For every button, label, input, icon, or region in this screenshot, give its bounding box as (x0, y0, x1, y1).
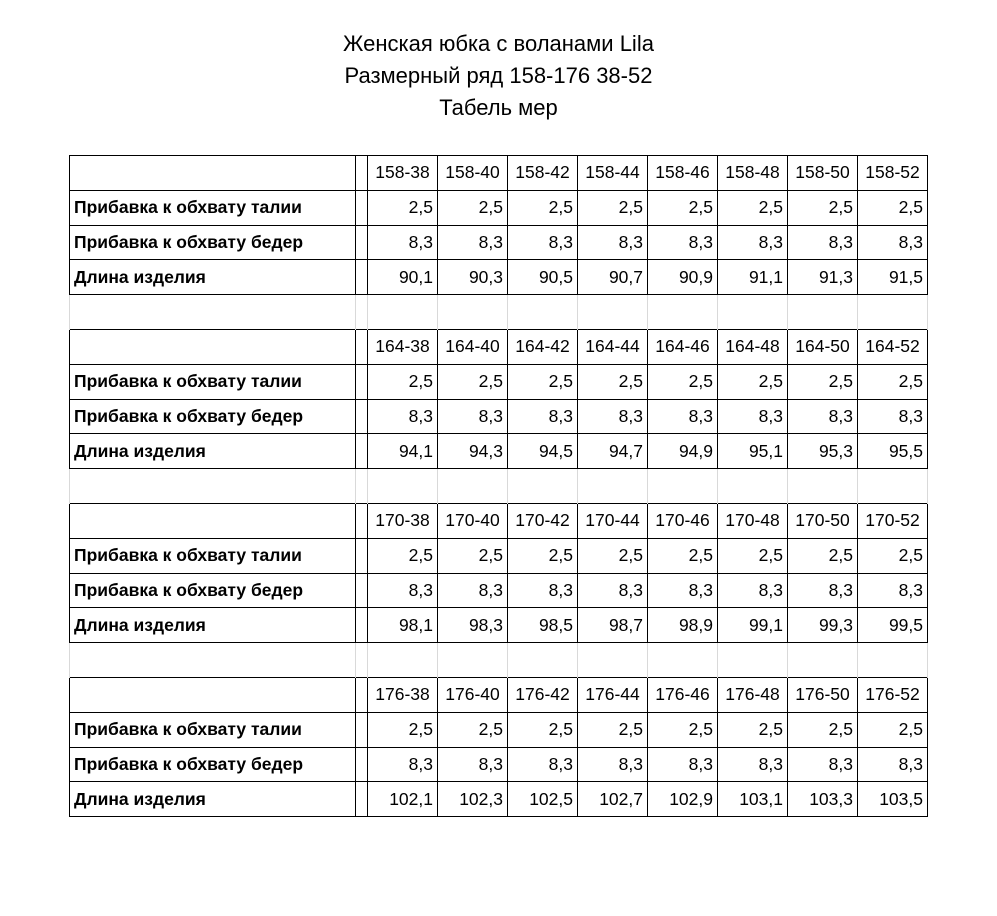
measurement-value: 2,5 (788, 538, 858, 573)
header-label-cell (70, 329, 356, 364)
measurement-value: 98,7 (578, 608, 648, 643)
measurement-value: 90,5 (508, 260, 578, 295)
separator-cell (356, 434, 368, 469)
empty-cell (438, 643, 508, 678)
measurement-value: 2,5 (508, 190, 578, 225)
measurement-value: 2,5 (368, 364, 438, 399)
measurement-value: 8,3 (578, 399, 648, 434)
measurement-value: 8,3 (788, 399, 858, 434)
empty-cell (356, 295, 368, 330)
measurement-value: 2,5 (438, 190, 508, 225)
size-header-cell: 158-40 (438, 156, 508, 191)
measurement-value: 2,5 (368, 538, 438, 573)
separator-cell (356, 573, 368, 608)
empty-cell (788, 295, 858, 330)
measurement-value: 91,3 (788, 260, 858, 295)
measurement-value: 103,3 (788, 782, 858, 817)
measurement-value: 2,5 (858, 190, 928, 225)
measurement-row (70, 573, 928, 608)
size-header-row (70, 329, 928, 364)
empty-cell (788, 469, 858, 504)
size-header-cell: 164-46 (648, 329, 718, 364)
measurement-label: Прибавка к обхвату бедер (70, 399, 356, 434)
spacer-row (70, 295, 928, 330)
measurement-label: Прибавка к обхвату бедер (70, 573, 356, 608)
measurement-value: 102,7 (578, 782, 648, 817)
measurement-value: 8,3 (438, 399, 508, 434)
empty-cell (858, 469, 928, 504)
measurement-value: 91,5 (858, 260, 928, 295)
measurement-value: 2,5 (648, 538, 718, 573)
measurement-value: 98,1 (368, 608, 438, 643)
size-header-cell: 164-38 (368, 329, 438, 364)
size-header-cell: 170-52 (858, 503, 928, 538)
measurement-value: 8,3 (578, 747, 648, 782)
measurement-value: 94,3 (438, 434, 508, 469)
empty-cell (858, 295, 928, 330)
title-product: Женская юбка с воланами Lila (343, 31, 654, 56)
size-header-cell: 164-52 (858, 329, 928, 364)
empty-cell (718, 469, 788, 504)
measurement-value: 8,3 (508, 399, 578, 434)
measurement-value: 2,5 (718, 364, 788, 399)
measurement-value: 2,5 (508, 364, 578, 399)
empty-cell (718, 295, 788, 330)
size-header-cell: 176-40 (438, 677, 508, 712)
size-header-cell: 158-50 (788, 156, 858, 191)
empty-cell (438, 295, 508, 330)
empty-cell (356, 469, 368, 504)
measurement-row (70, 190, 928, 225)
size-header-cell: 176-46 (648, 677, 718, 712)
measurement-value: 2,5 (438, 364, 508, 399)
measurement-value: 2,5 (648, 364, 718, 399)
measurement-value: 8,3 (858, 747, 928, 782)
measurement-value: 8,3 (858, 573, 928, 608)
title-size-range: Размерный ряд 158-176 38-52 (344, 63, 653, 88)
measurement-value: 102,5 (508, 782, 578, 817)
size-header-cell: 158-42 (508, 156, 578, 191)
document-title (0, 28, 997, 124)
measurement-value: 2,5 (438, 712, 508, 747)
measurement-value: 2,5 (718, 538, 788, 573)
measurement-label: Длина изделия (70, 782, 356, 817)
size-header-cell: 158-52 (858, 156, 928, 191)
measurement-row (70, 399, 928, 434)
measurement-value: 8,3 (508, 573, 578, 608)
empty-cell (508, 643, 578, 678)
empty-cell (788, 643, 858, 678)
measurement-value: 98,3 (438, 608, 508, 643)
measurement-value: 103,1 (718, 782, 788, 817)
measurement-label: Прибавка к обхвату бедер (70, 747, 356, 782)
title-measurement-chart: Табель мер (439, 95, 558, 120)
size-header-cell: 170-50 (788, 503, 858, 538)
measurement-value: 2,5 (788, 364, 858, 399)
size-header-cell: 164-40 (438, 329, 508, 364)
measurement-value: 90,7 (578, 260, 648, 295)
separator-cell (356, 190, 368, 225)
measurement-value: 8,3 (718, 225, 788, 260)
size-header-cell: 176-52 (858, 677, 928, 712)
measurement-value: 102,3 (438, 782, 508, 817)
empty-cell (508, 295, 578, 330)
separator-cell (356, 782, 368, 817)
measurement-value: 94,1 (368, 434, 438, 469)
measurement-value: 8,3 (718, 573, 788, 608)
measurement-value: 2,5 (508, 538, 578, 573)
empty-cell (70, 295, 356, 330)
size-header-cell: 158-48 (718, 156, 788, 191)
empty-cell (858, 643, 928, 678)
size-header-row (70, 503, 928, 538)
header-label-cell (70, 156, 356, 191)
measurement-value: 8,3 (438, 573, 508, 608)
measurement-value: 8,3 (648, 573, 718, 608)
measurement-value: 8,3 (648, 747, 718, 782)
size-header-cell: 158-46 (648, 156, 718, 191)
measurement-value: 2,5 (368, 190, 438, 225)
measurement-value: 90,9 (648, 260, 718, 295)
size-header-cell: 170-48 (718, 503, 788, 538)
measurement-value: 8,3 (578, 573, 648, 608)
size-header-cell: 176-38 (368, 677, 438, 712)
separator-cell (356, 747, 368, 782)
measurement-value: 2,5 (648, 190, 718, 225)
measurement-value: 8,3 (578, 225, 648, 260)
measurement-value: 2,5 (858, 364, 928, 399)
measurement-value: 2,5 (368, 712, 438, 747)
size-header-row (70, 677, 928, 712)
measurement-value: 102,1 (368, 782, 438, 817)
measurement-value: 8,3 (508, 747, 578, 782)
measurement-value: 98,5 (508, 608, 578, 643)
measurement-value: 2,5 (718, 712, 788, 747)
measurement-value: 8,3 (648, 225, 718, 260)
measurement-row (70, 260, 928, 295)
header-label-cell (70, 677, 356, 712)
empty-cell (508, 469, 578, 504)
measurement-label: Прибавка к обхвату бедер (70, 225, 356, 260)
measurement-value: 2,5 (578, 712, 648, 747)
measurement-value: 95,1 (718, 434, 788, 469)
empty-cell (356, 643, 368, 678)
measurement-row (70, 434, 928, 469)
measurement-value: 94,7 (578, 434, 648, 469)
separator-cell (356, 225, 368, 260)
measurement-value: 103,5 (858, 782, 928, 817)
size-header-cell: 170-44 (578, 503, 648, 538)
header-label-cell (70, 503, 356, 538)
measurement-value: 90,1 (368, 260, 438, 295)
measurement-row (70, 225, 928, 260)
measurement-value: 8,3 (718, 747, 788, 782)
measurement-value: 90,3 (438, 260, 508, 295)
measurement-value: 99,1 (718, 608, 788, 643)
measurement-row (70, 747, 928, 782)
measurement-label: Длина изделия (70, 608, 356, 643)
spacer-row (70, 643, 928, 678)
separator-cell (356, 712, 368, 747)
empty-cell (368, 469, 438, 504)
size-header-cell: 176-42 (508, 677, 578, 712)
size-header-cell: 176-48 (718, 677, 788, 712)
separator-cell (356, 364, 368, 399)
measurement-value: 2,5 (648, 712, 718, 747)
separator-cell (356, 260, 368, 295)
size-header-cell: 170-40 (438, 503, 508, 538)
size-header-cell: 164-48 (718, 329, 788, 364)
measurement-value: 91,1 (718, 260, 788, 295)
size-header-cell: 170-46 (648, 503, 718, 538)
measurement-value: 8,3 (368, 399, 438, 434)
measurement-value: 102,9 (648, 782, 718, 817)
measurement-label: Длина изделия (70, 260, 356, 295)
measurement-value: 2,5 (578, 190, 648, 225)
spacer-row (70, 469, 928, 504)
measurement-value: 2,5 (578, 364, 648, 399)
separator-cell (356, 608, 368, 643)
measurement-row (70, 538, 928, 573)
size-header-cell: 164-42 (508, 329, 578, 364)
separator-cell (356, 677, 368, 712)
measurement-value: 95,3 (788, 434, 858, 469)
measurement-value: 2,5 (438, 538, 508, 573)
size-header-cell: 164-50 (788, 329, 858, 364)
measurement-label: Прибавка к обхвату талии (70, 712, 356, 747)
measurement-value: 8,3 (368, 573, 438, 608)
measurement-value: 8,3 (788, 573, 858, 608)
measurement-value: 8,3 (438, 747, 508, 782)
measurement-value: 94,5 (508, 434, 578, 469)
measurement-label: Прибавка к обхвату талии (70, 364, 356, 399)
measurement-value: 2,5 (858, 538, 928, 573)
measurement-label: Прибавка к обхвату талии (70, 538, 356, 573)
empty-cell (578, 643, 648, 678)
size-header-cell: 170-38 (368, 503, 438, 538)
empty-cell (70, 469, 356, 504)
measurement-value: 8,3 (368, 225, 438, 260)
empty-cell (70, 643, 356, 678)
measurement-value: 99,5 (858, 608, 928, 643)
measurement-value: 2,5 (788, 712, 858, 747)
measurement-value: 8,3 (368, 747, 438, 782)
measurement-value: 94,9 (648, 434, 718, 469)
measurement-value: 8,3 (718, 399, 788, 434)
measurement-value: 8,3 (438, 225, 508, 260)
measurement-value: 8,3 (648, 399, 718, 434)
empty-cell (648, 643, 718, 678)
measurement-row (70, 608, 928, 643)
empty-cell (368, 295, 438, 330)
empty-cell (648, 469, 718, 504)
empty-cell (578, 469, 648, 504)
size-header-cell: 158-38 (368, 156, 438, 191)
measurement-value: 2,5 (788, 190, 858, 225)
measurement-value: 99,3 (788, 608, 858, 643)
measurement-label: Прибавка к обхвату талии (70, 190, 356, 225)
measurement-value: 2,5 (858, 712, 928, 747)
size-header-cell: 164-44 (578, 329, 648, 364)
empty-cell (578, 295, 648, 330)
size-header-row (70, 156, 928, 191)
separator-cell (356, 399, 368, 434)
separator-cell (356, 156, 368, 191)
measurement-row (70, 712, 928, 747)
empty-cell (368, 643, 438, 678)
measurement-row (70, 782, 928, 817)
separator-cell (356, 329, 368, 364)
empty-cell (718, 643, 788, 678)
separator-cell (356, 538, 368, 573)
measurement-table (69, 155, 928, 817)
size-header-cell: 176-44 (578, 677, 648, 712)
size-header-cell: 170-42 (508, 503, 578, 538)
measurement-value: 2,5 (718, 190, 788, 225)
measurement-value: 8,3 (788, 747, 858, 782)
measurement-value: 2,5 (508, 712, 578, 747)
measurement-value: 2,5 (578, 538, 648, 573)
separator-cell (356, 503, 368, 538)
measurement-value: 8,3 (508, 225, 578, 260)
measurement-value: 8,3 (858, 225, 928, 260)
measurement-row (70, 364, 928, 399)
measurement-label: Длина изделия (70, 434, 356, 469)
measurement-value: 98,9 (648, 608, 718, 643)
size-header-cell: 158-44 (578, 156, 648, 191)
empty-cell (438, 469, 508, 504)
size-header-cell: 176-50 (788, 677, 858, 712)
empty-cell (648, 295, 718, 330)
measurement-value: 8,3 (858, 399, 928, 434)
measurement-value: 95,5 (858, 434, 928, 469)
measurement-value: 8,3 (788, 225, 858, 260)
